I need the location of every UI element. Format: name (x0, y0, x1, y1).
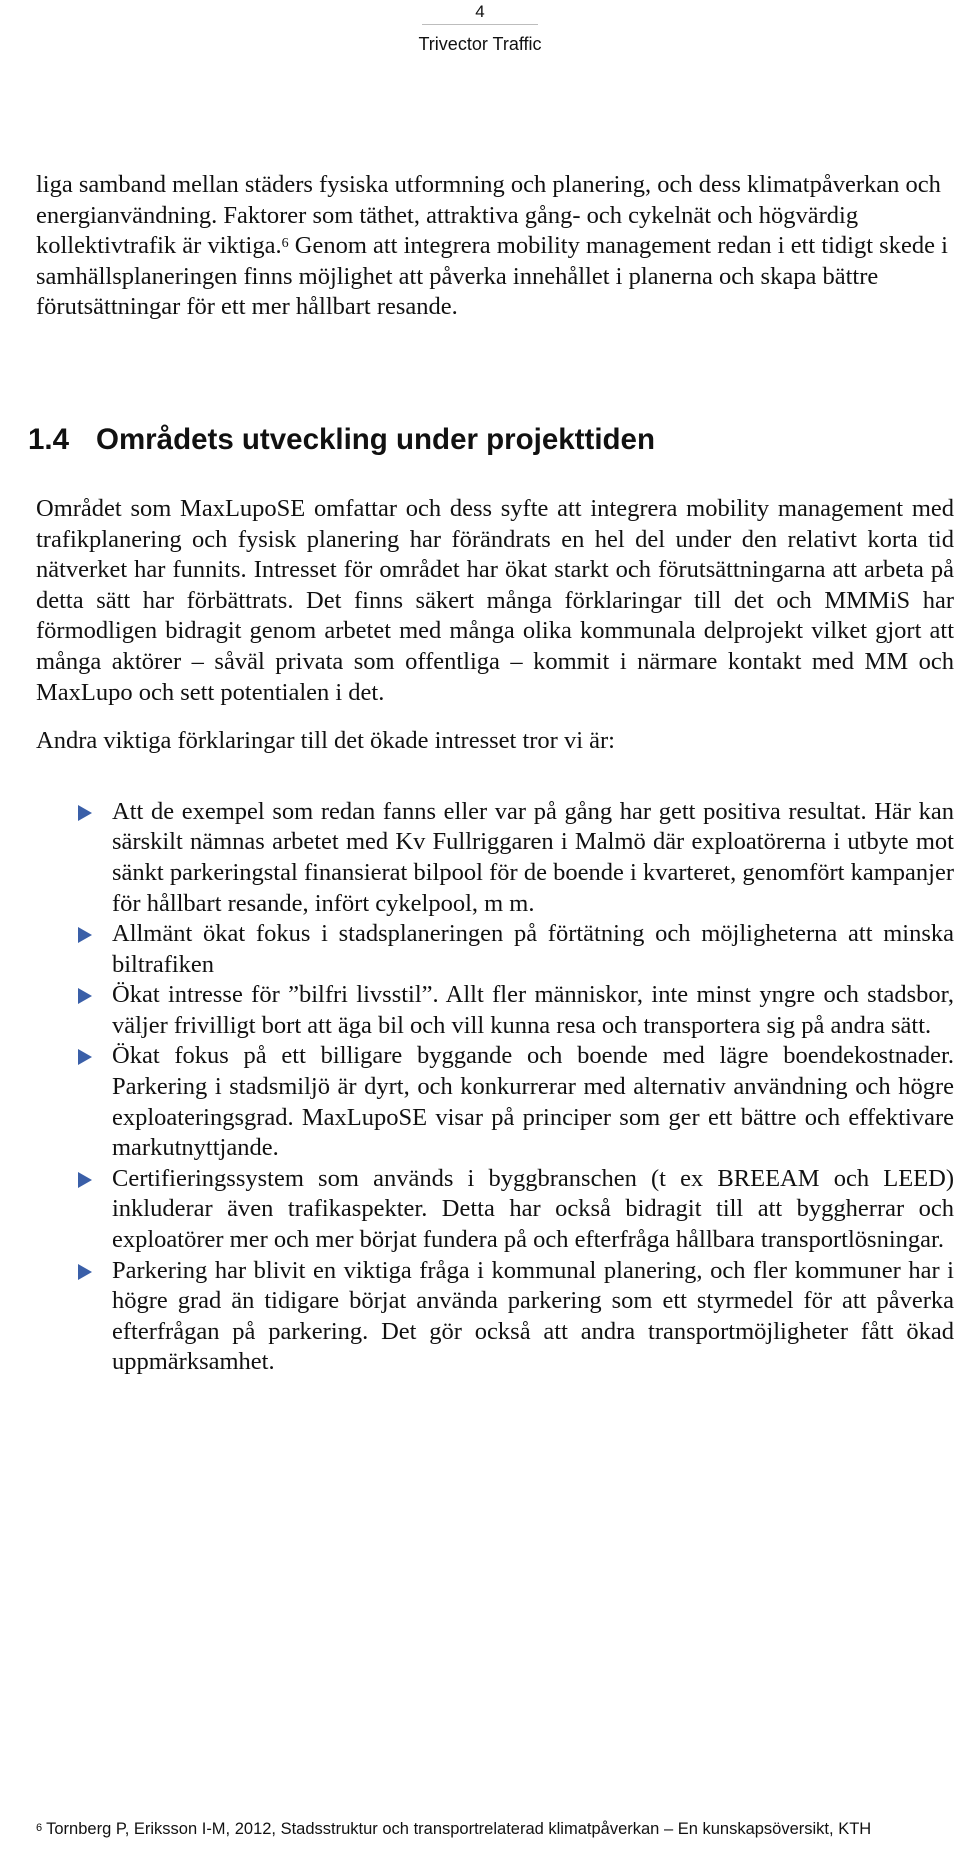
list-item-text: Ökat intresse för ”bilfri livsstil”. Allt fler människor, inte minst yngre och stadsbor, väljer frivilligt bort att äga bil och vill kunna resa och transportera sig på andra sätt. (112, 981, 954, 1039)
list-item (36, 980, 954, 1041)
list-item (36, 919, 954, 980)
section-heading (28, 422, 954, 458)
list-item-text: Ökat fokus på ett billigare byggande och boende med lägre boendekostnader. Parkering i stadsmiljö är dyrt, och konkurrerar med alternativ användning och högre exploateringsgrad. MaxLupoSE visar på principer som ger ett bättre och effektivare markutnyttjande. (112, 1042, 954, 1162)
list-item (36, 797, 954, 919)
page-header (0, 0, 960, 55)
section-number: 1.4 (28, 422, 70, 456)
triangle-right-icon (78, 805, 92, 821)
section-title: Områdets utveckling under projekttiden (96, 422, 655, 456)
list-item (36, 1256, 954, 1378)
footnote (36, 1818, 954, 1840)
footnote-marker: 6 (36, 1822, 43, 1834)
triangle-right-icon (78, 988, 92, 1004)
intro-text-before: liga samband mellan städers fysiska utformning och planering, och dess klimatpåverkan och energianvändning. Faktorer som täthet, attraktiva gång- och cykelnät och högvärdig kollektivtrafik är viktiga. (36, 171, 941, 260)
list-item-text: Att de exempel som redan fanns eller var på gång har gett positiva resultat. Här kan särskilt nämnas arbetet med Kv Fullriggaren i Malmö där exploatörerna i utbyte mot sänkt parkeringstal finansierat bilpool för de boende i kvarteret, genomfört kampanjer för hållbart resande, infört cykelpool, m m. (112, 797, 954, 917)
bullet-list (36, 797, 954, 1378)
list-item (36, 1041, 954, 1163)
intro-text-after: Genom att integrera mobility management redan i ett tidigt skede i samhällsplaneringen finns möjlighet att påverka innehållet i planerna och skapa bättre förutsättningar för ett mer hållbart resande. (36, 232, 948, 321)
triangle-right-icon (78, 927, 92, 943)
list-lead-paragraph: Andra viktiga förklaringar till det ökade intresset tror vi är: (36, 727, 615, 755)
list-item-text: Parkering har blivit en viktiga fråga i kommunal planering, och fler kommuner har i högre grad än tidigare börjat använda parkering som ett styrmedel för att påverka efterfrågan på parkering. Det gör också att andra transportmöjligheter fått ökad uppmärksamhet. (112, 1256, 954, 1376)
list-item-text: Allmänt ökat fokus i stadsplaneringen på förtätning och möjligheterna att minska biltrafiken (112, 920, 954, 978)
footnote-text: Tornberg P, Eriksson I-M, 2012, Stadsstruktur och transportrelaterad klimatpåverkan – En kunskapsöversikt, KTH (46, 1820, 872, 1838)
page-content (28, 170, 954, 1378)
list-item (36, 1164, 954, 1256)
intro-paragraph (36, 170, 954, 323)
header-divider (422, 24, 538, 25)
running-head: Trivector Traffic (418, 34, 542, 54)
footnote-reference[interactable]: 6 (281, 236, 289, 252)
triangle-right-icon (78, 1264, 92, 1280)
triangle-right-icon (78, 1049, 92, 1065)
list-item-text: Certifieringssystem som används i byggbranschen (t ex BREEAM och LEED) inkluderar även trafikaspekter. Detta har också bidragit till att byggherrar och exploatörer mer och mer börjat fundera på och efterfråga hållbara transportlösningar. (112, 1164, 954, 1254)
page-number: 4 (475, 2, 485, 21)
body-paragraph: Området som MaxLupoSE omfattar och dess syfte att integrera mobility management med trafikplanering och fysisk planering har förändrats en hel del under den relativt korta tid nätverket har funnits. Intresset för området har ökat starkt och förutsättningarna att arbeta på detta sätt har förbättrats. Det finns säkert många förklaringar till det och MMMiS har förmodligen bidragit genom arbetet med många olika kommunala delprojekt vilket gjort att många aktörer – såväl privata som offentliga – kommit i närmare kontakt med MM och MaxLupo och sett potentialen i det. (36, 494, 954, 706)
triangle-right-icon (78, 1172, 92, 1188)
